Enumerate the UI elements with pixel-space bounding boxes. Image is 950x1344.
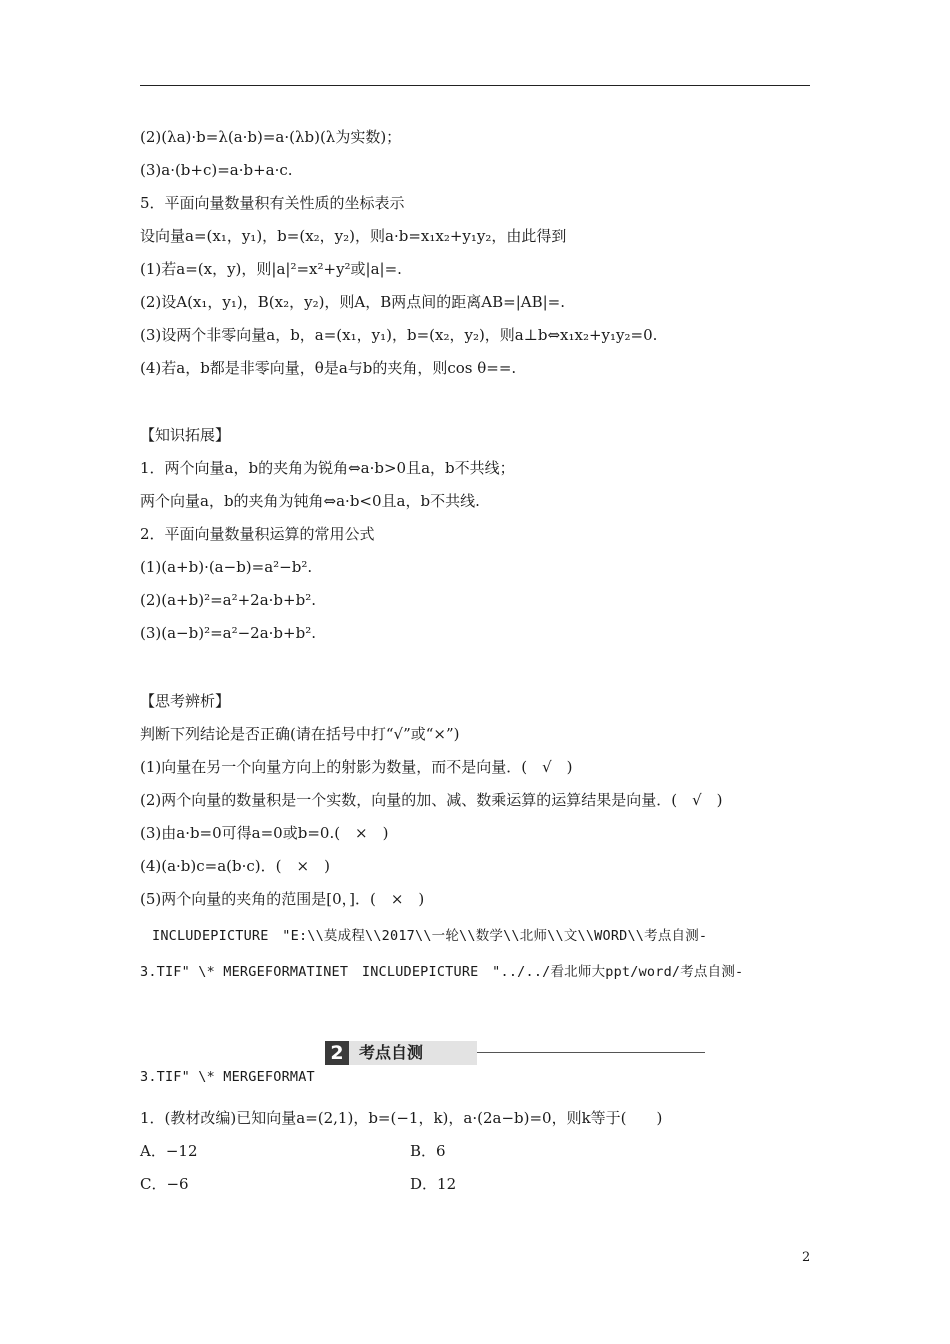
option-a: A．−12 [140,1142,198,1160]
section-heading: 5．平面向量数量积有关性质的坐标表示 [140,194,405,212]
header-rule [140,85,810,86]
text-line: (5)两个向量的夹角的范围是[0，]．( × ) [140,890,425,908]
option-d: D．12 [410,1175,457,1193]
text-line: (4)若a，b都是非零向量，θ是a与b的夹角，则cos θ==. [140,359,517,377]
page-number: 2 [802,1250,811,1265]
option-b: B．6 [410,1142,446,1160]
text-line: (2)两个向量的数量积是一个实数，向量的加、减、数乘运算的运算结果是向量．( √ ) [140,791,723,809]
text-line: (1)若a=(x，y)，则|a|²=x²+y²或|a|=. [140,260,402,278]
field-code-line: INCLUDEPICTURE "E:\\莫成程\\2017\\一轮\\数学\\北师\\文\\WORD\\考点自测- [152,928,708,944]
text-line: (1)向量在另一个向量方向上的射影为数量，而不是向量．( √ ) [140,758,573,776]
text-line: (3)设两个非零向量a，b，a=(x₁，y₁)，b=(x₂，y₂)，则a⊥b⇔x₁x₂+y₁y₂=0. [140,326,658,344]
text-line: 1．两个向量a，b的夹角为锐角⇔a·b>0且a，b不共线； [140,459,515,477]
banner-number: 2 [325,1041,349,1065]
option-c: C．−6 [140,1175,189,1193]
text-line: (3)a·(b+c)=a·b+a·c. [140,161,293,179]
field-code-line: 3.TIF" \* MERGEFORMAT [140,1069,315,1085]
question-stem: 1．(教材改编)已知向量a=(2,1)，b=(−1，k)，a·(2a−b)=0，则k等于( ) [140,1109,663,1127]
text-line: (1)(a+b)·(a−b)=a²−b². [140,558,313,576]
banner-title: 考点自测 [349,1041,477,1065]
text-line: 设向量a=(x₁，y₁)，b=(x₂，y₂)，则a·b=x₁x₂+y₁y₂，由此得到 [140,227,567,245]
text-line: (2)(λa)·b=λ(a·b)=a·(λb)(λ为实数)； [140,128,402,146]
text-line: (3)(a−b)²=a²−2a·b+b². [140,624,316,642]
text-line: 两个向量a，b的夹角为钝角⇔a·b<0且a，b不共线. [140,492,480,510]
section-heading: 【知识拓展】 [140,426,231,444]
banner-rule [477,1052,705,1053]
text-line: (4)(a·b)c=a(b·c)．( × ) [140,857,330,875]
text-line: (2)(a+b)²=a²+2a·b+b². [140,591,316,609]
field-code-line: 3.TIF" \* MERGEFORMATINET INCLUDEPICTURE "../../看北师大ppt/word/考点自测- [140,964,744,980]
text-line: 2．平面向量数量积运算的常用公式 [140,525,375,543]
section-heading: 【思考辨析】 [140,692,231,710]
text-line: 判断下列结论是否正确(请在括号中打“√”或“×”) [140,725,460,743]
text-line: (3)由a·b=0可得a=0或b=0.( × ) [140,824,389,842]
text-line: (2)设A(x₁，y₁)，B(x₂，y₂)，则A，B两点间的距离AB=|AB|=. [140,293,566,311]
